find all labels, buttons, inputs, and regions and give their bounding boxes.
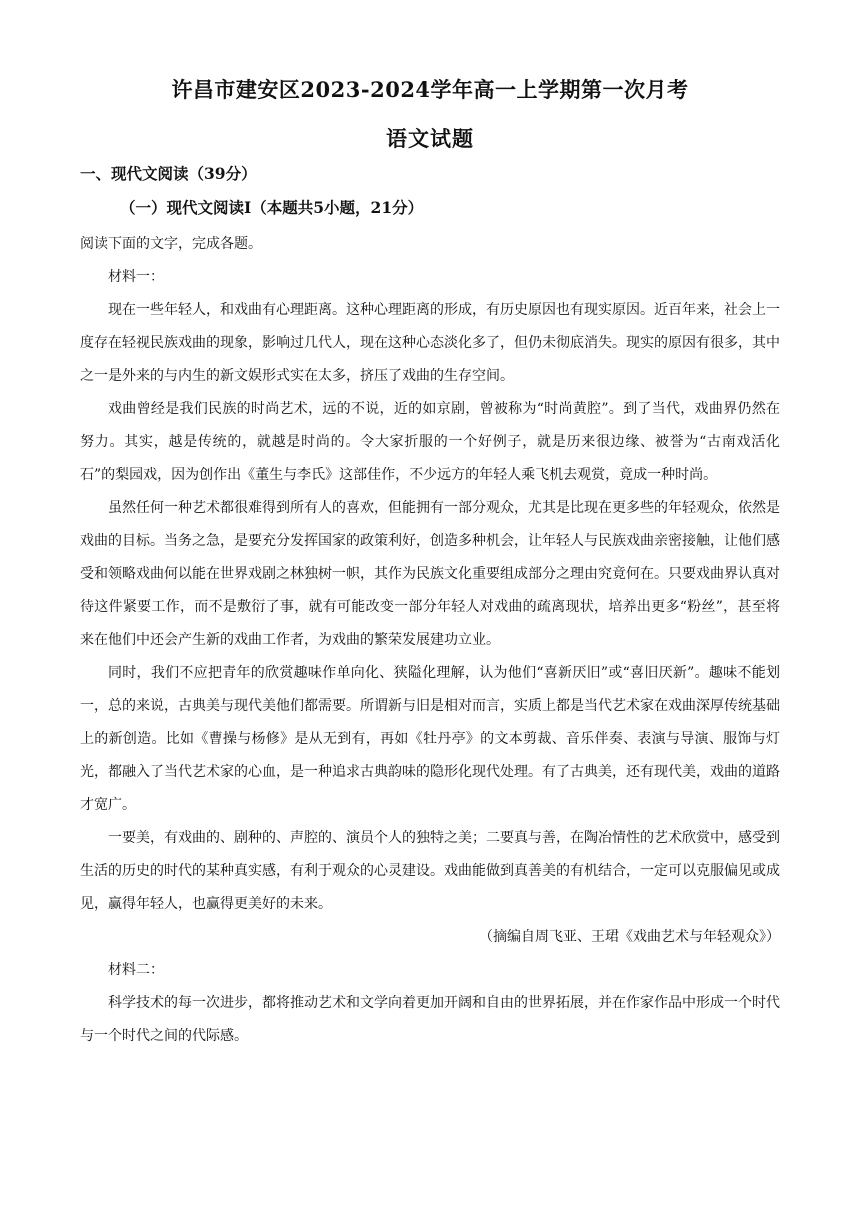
reading-passage	[80, 228, 780, 1053]
material-1-label: 材料一：	[108, 269, 164, 285]
section-heading: 一、现代文阅读（39分）	[80, 164, 257, 183]
subsection-heading: （一）现代文阅读Ⅰ（本题共5小题，21分）	[120, 198, 424, 217]
exam-subtitle: 语文试题	[386, 126, 474, 151]
material-1-paragraph: 一要美，有戏曲的、剧种的、声腔的、演员个人的独特之美；二要真与善，在陶冶情性的艺术欣赏中，感受到生活的历史的时代的某种真实感，有利于观众的心灵建设。戏曲能做到真善美的有机结合，一定可以克服偏见或成见，赢得年轻人，也赢得更美好的未来。	[80, 830, 780, 912]
material-1-paragraph: 现在一些年轻人，和戏曲有心理距离。这种心理距离的形成，有历史原因也有现实原因。近百年来，社会上一度存在轻视民族戏曲的现象，影响过几代人，现在这种心态淡化多了，但仍未彻底消失。现实的原因有很多，其中之一是外来的与内生的新文娱形式实在太多，挤压了戏曲的生存空间。	[80, 302, 780, 384]
material-2-label: 材料二：	[108, 962, 164, 978]
material-2-paragraph: 科学技术的每一次进步，都将推动艺术和文学向着更加开阔和自由的世界拓展，并在作家作品中形成一个时代与一个时代之间的代际感。	[80, 995, 780, 1044]
material-1-paragraph: 虽然任何一种艺术都很难得到所有人的喜欢，但能拥有一部分观众，尤其是比现在更多些的年轻观众，依然是戏曲的目标。当务之急，是要充分发挥国家的政策利好，创造多种机会，让年轻人与民族戏曲亲密接触，让他们感受和领略戏曲何以能在世界戏剧之林独树一帜，其作为民族文化重要组成部分之理由究竟何在。只要戏曲界认真对待这件紧要工作，而不是敷衍了事，就有可能改变一部分年轻人对戏曲的疏离现状，培养出更多“粉丝”，甚至将来在他们中还会产生新的戏曲工作者，为戏曲的繁荣发展建功立业。	[80, 500, 780, 648]
material-1-paragraph: 同时，我们不应把青年的欣赏趣味作单向化、狭隘化理解，认为他们“喜新厌旧”或“喜旧厌新”。趣味不能划一，总的来说，古典美与现代美他们都需要。所谓新与旧是相对而言，实质上都是当代艺术家在戏曲深厚传统基础上的新创造。比如《曹操与杨修》是从无到有，再如《牡丹亭》的文本剪裁、音乐伴奏、表演与导演、服饰与灯光，都融入了当代艺术家的心血，是一种追求古典韵味的隐形化现代处理。有了古典美，还有现代美，戏曲的道路才宽广。	[80, 665, 780, 813]
material-1-paragraph: 戏曲曾经是我们民族的时尚艺术，远的不说，近的如京剧，曾被称为“时尚黄腔”。到了当代，戏曲界仍然在努力。其实，越是传统的，就越是时尚的。令大家折服的一个好例子，就是历来很边缘、被誉为“古南戏活化石”的梨园戏，因为创作出《董生与李氏》这部佳作，不少远方的年轻人乘飞机去观赏，竟成一种时尚。	[80, 401, 780, 483]
exam-title: 许昌市建安区2023-2024学年高一上学期第一次月考	[171, 77, 689, 102]
instruction-text: 阅读下面的文字，完成各题。	[80, 236, 262, 252]
material-1-source: （摘编自周飞亚、王珺《戏曲艺术与年轻观众》）	[479, 929, 780, 945]
